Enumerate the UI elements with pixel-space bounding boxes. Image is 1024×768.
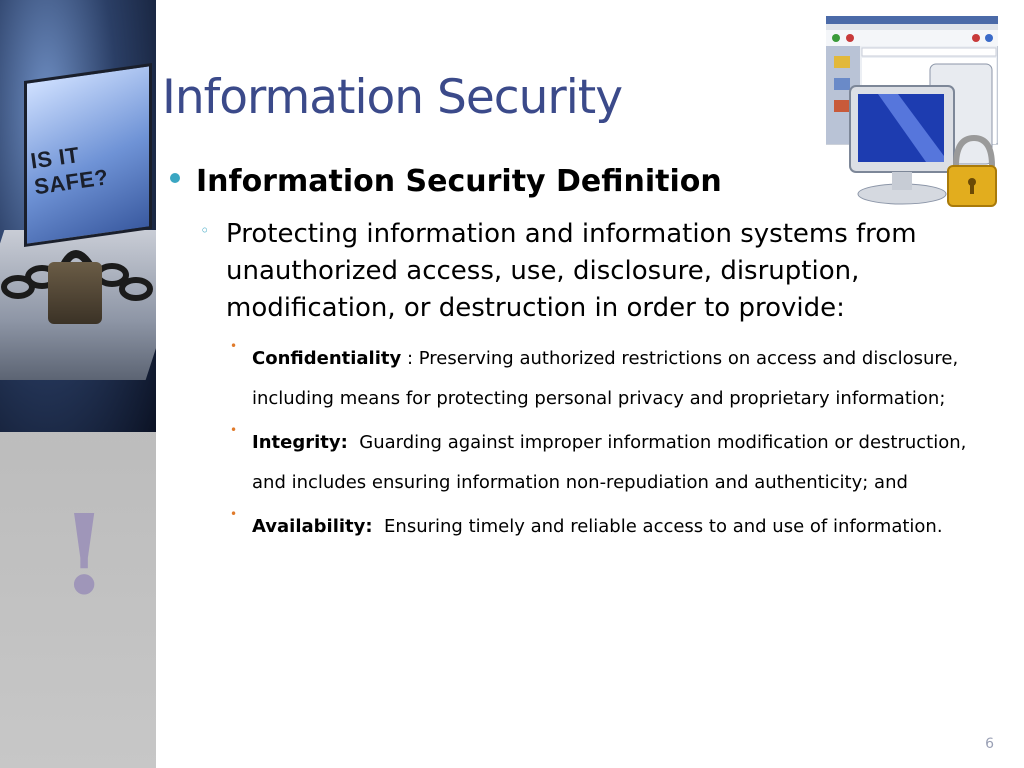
definition-heading: Information Security Definition xyxy=(196,164,722,199)
item-separator xyxy=(373,516,384,537)
bullet-level2 xyxy=(160,216,970,327)
item-text xyxy=(252,348,958,409)
side-decorative-strip xyxy=(0,0,156,768)
item-definition: Ensuring timely and reliable access to and use of information. xyxy=(384,515,943,537)
item-term: Integrity: xyxy=(252,431,348,453)
definition-text: Protecting information and information systems from unauthorized access, use, disclosure, disruption, modification, or destruction in order to provide: xyxy=(226,219,917,323)
bullet-small-dot-icon: • xyxy=(230,422,238,437)
slide-content xyxy=(160,160,970,547)
bullet-dot-icon xyxy=(170,173,180,183)
bullet-availability xyxy=(160,507,970,547)
page-title: Information Security xyxy=(162,70,623,125)
item-definition: Guarding against improper information modification or destruction, and includes ensuring information non-repudiation and authenticity; and xyxy=(252,431,967,493)
bullet-integrity xyxy=(160,423,970,503)
bullet-small-dot-icon: • xyxy=(230,338,238,353)
bullet-confidentiality xyxy=(160,339,970,419)
bullet-ring-icon: ◦ xyxy=(200,221,210,240)
padlock-icon xyxy=(48,262,102,324)
item-text xyxy=(252,516,943,537)
exclamation-mark: ! xyxy=(60,490,109,619)
item-term: Availability: xyxy=(252,515,373,537)
laptop-screen-text: IS IT SAFE? xyxy=(28,142,110,200)
item-text xyxy=(252,432,966,493)
bullet-small-dot-icon: • xyxy=(230,506,238,521)
laptop-chain-padlock-icon xyxy=(0,0,156,432)
item-definition: Preserving authorized restrictions on access and disclosure, including means for protecting personal privacy and proprietary information; xyxy=(252,347,959,409)
item-separator: : xyxy=(401,347,419,369)
bullet-level1 xyxy=(160,164,970,200)
item-separator xyxy=(348,432,359,453)
page-number: 6 xyxy=(985,736,994,752)
item-term: Confidentiality xyxy=(252,347,402,369)
